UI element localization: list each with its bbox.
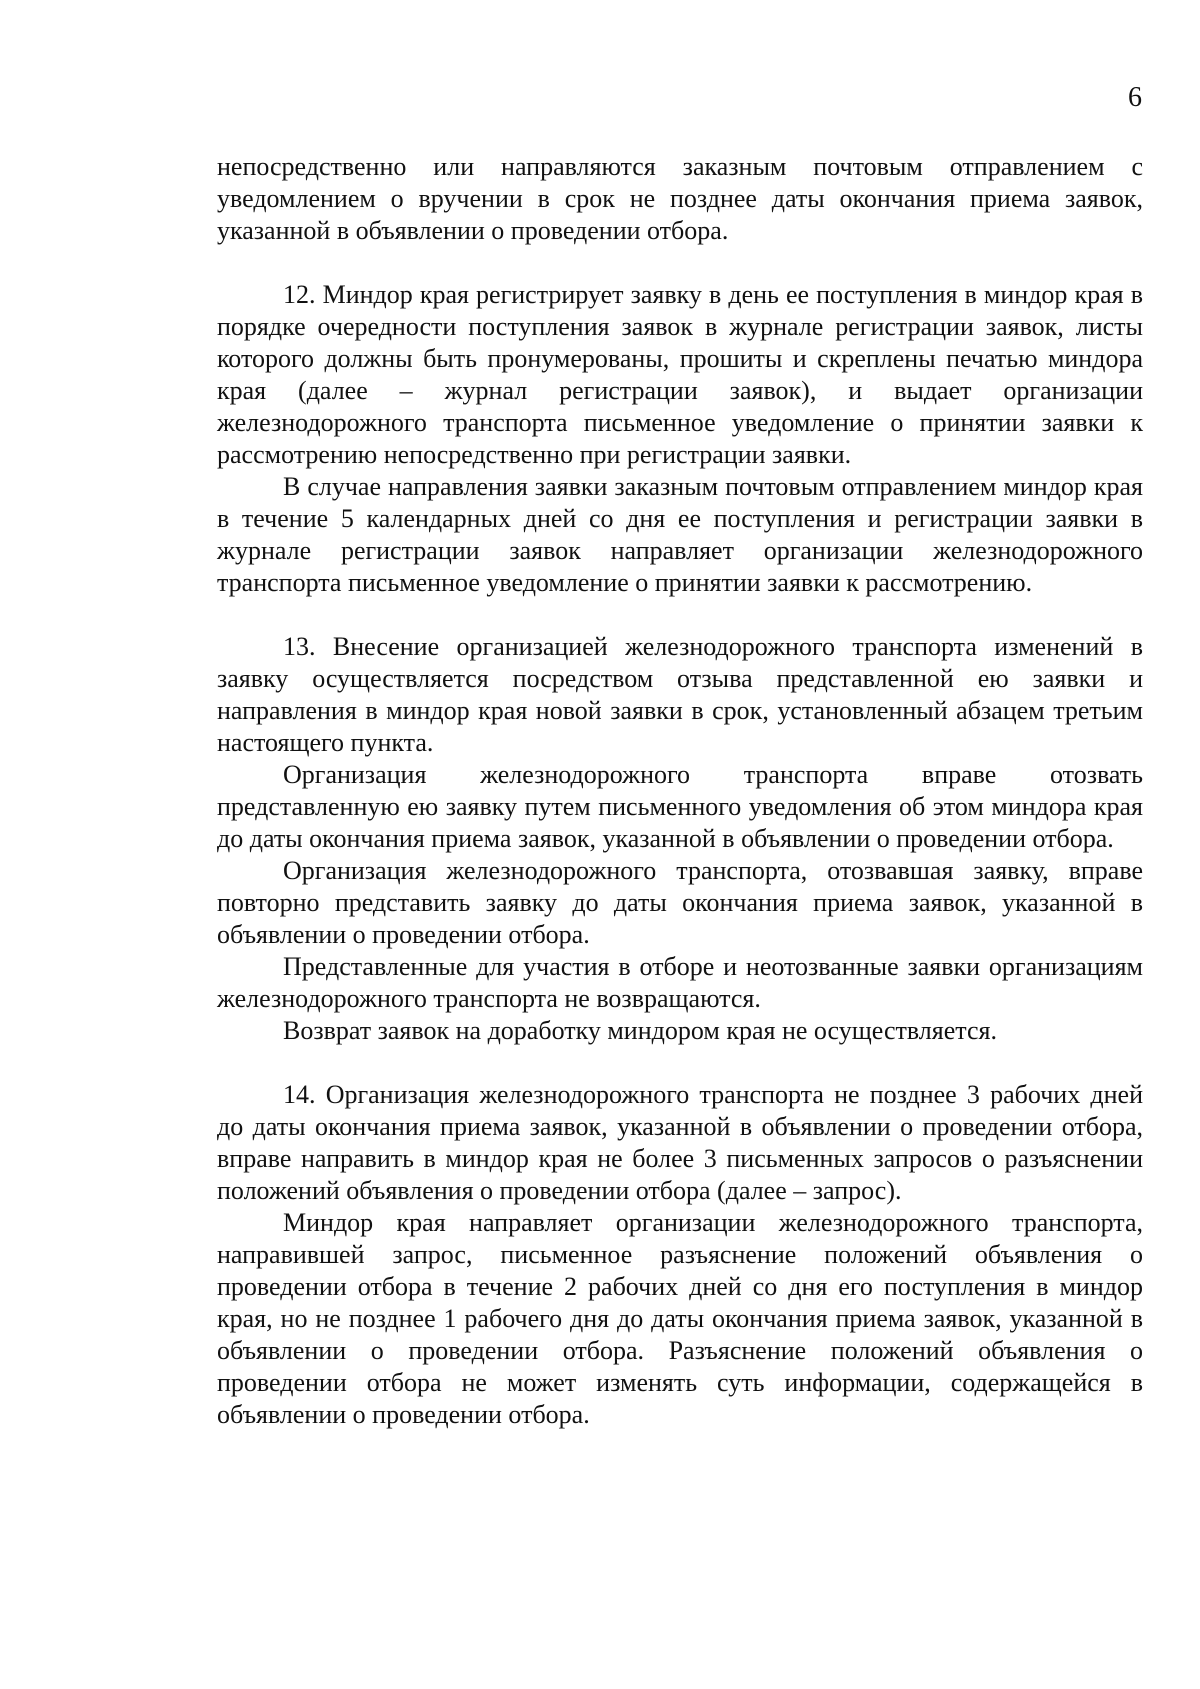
page-number: 6 [1128,82,1142,113]
paragraph-14: 14. Организация железнодорожного транспорта не позднее 3 рабочих дней до даты окончания приема заявок, указанной в объявлении о проведении отбора, вправе направить в миндор края не более 3 письменных запросов о разъяснении положений объявления о проведении отбора (далее – запрос). [217,1080,1143,1205]
paragraph-13-resubmit: Организация железнодорожного транспорта, отозвавшая заявку, вправе повторно представить заявку до даты окончания приема заявок, указанной в объявлении о проведении отбора. [217,856,1143,949]
paragraph-12: 12. Миндор края регистрирует заявку в день ее поступления в миндор края в порядке очередности поступления заявок в журнале регистрации заявок, листы которого должны быть пронумерованы, прошиты и скреплены печатью миндора края (далее – журнал регистрации заявок), и выдает организации железнодорожного транспорта письменное уведомление о принятии заявки к рассмотрению непосредственно при регистрации заявки. [217,280,1143,469]
document-body [217,151,1143,1431]
paragraph-13-not-returned: Представленные для участия в отборе и неотозванные заявки организациям железнодорожного транспорта не возвращаются. [217,952,1143,1013]
paragraph-13: 13. Внесение организацией железнодорожного транспорта изменений в заявку осуществляется посредством отзыва представленной ею заявки и направления в миндор края новой заявки в срок, установленный абзацем третьим настоящего пункта. [217,632,1143,757]
paragraph-14-clarification: Миндор края направляет организации железнодорожного транспорта, направившей запрос, письменное разъяснение положений объявления о проведении отбора в течение 2 рабочих дней со дня его поступления в миндор края, но не позднее 1 рабочего дня до даты окончания приема заявок, указанной в объявлении о проведении отбора. Разъяснение положений объявления о проведении отбора не может изменять суть информации, содержащейся в объявлении о проведении отбора. [217,1208,1143,1429]
paragraph-continuation: непосредственно или направляются заказным почтовым отправлением с уведомлением о вручении в срок не позднее даты окончания приема заявок, указанной в объявлении о проведении отбора. [217,152,1143,245]
paragraph-12-postal: В случае направления заявки заказным почтовым отправлением миндор края в течение 5 календарных дней со дня ее поступления и регистрации заявки в журнале регистрации заявок направляет организации железнодорожного транспорта письменное уведомление о принятии заявки к рассмотрению. [217,472,1143,597]
paragraph-13-no-rework: Возврат заявок на доработку миндором края не осуществляется. [283,1016,997,1045]
paragraph-13-withdraw: Организация железнодорожного транспорта вправе отозвать представленную ею заявку путем письменного уведомления об этом миндора края до даты окончания приема заявок, указанной в объявлении о проведении отбора. [217,760,1143,853]
